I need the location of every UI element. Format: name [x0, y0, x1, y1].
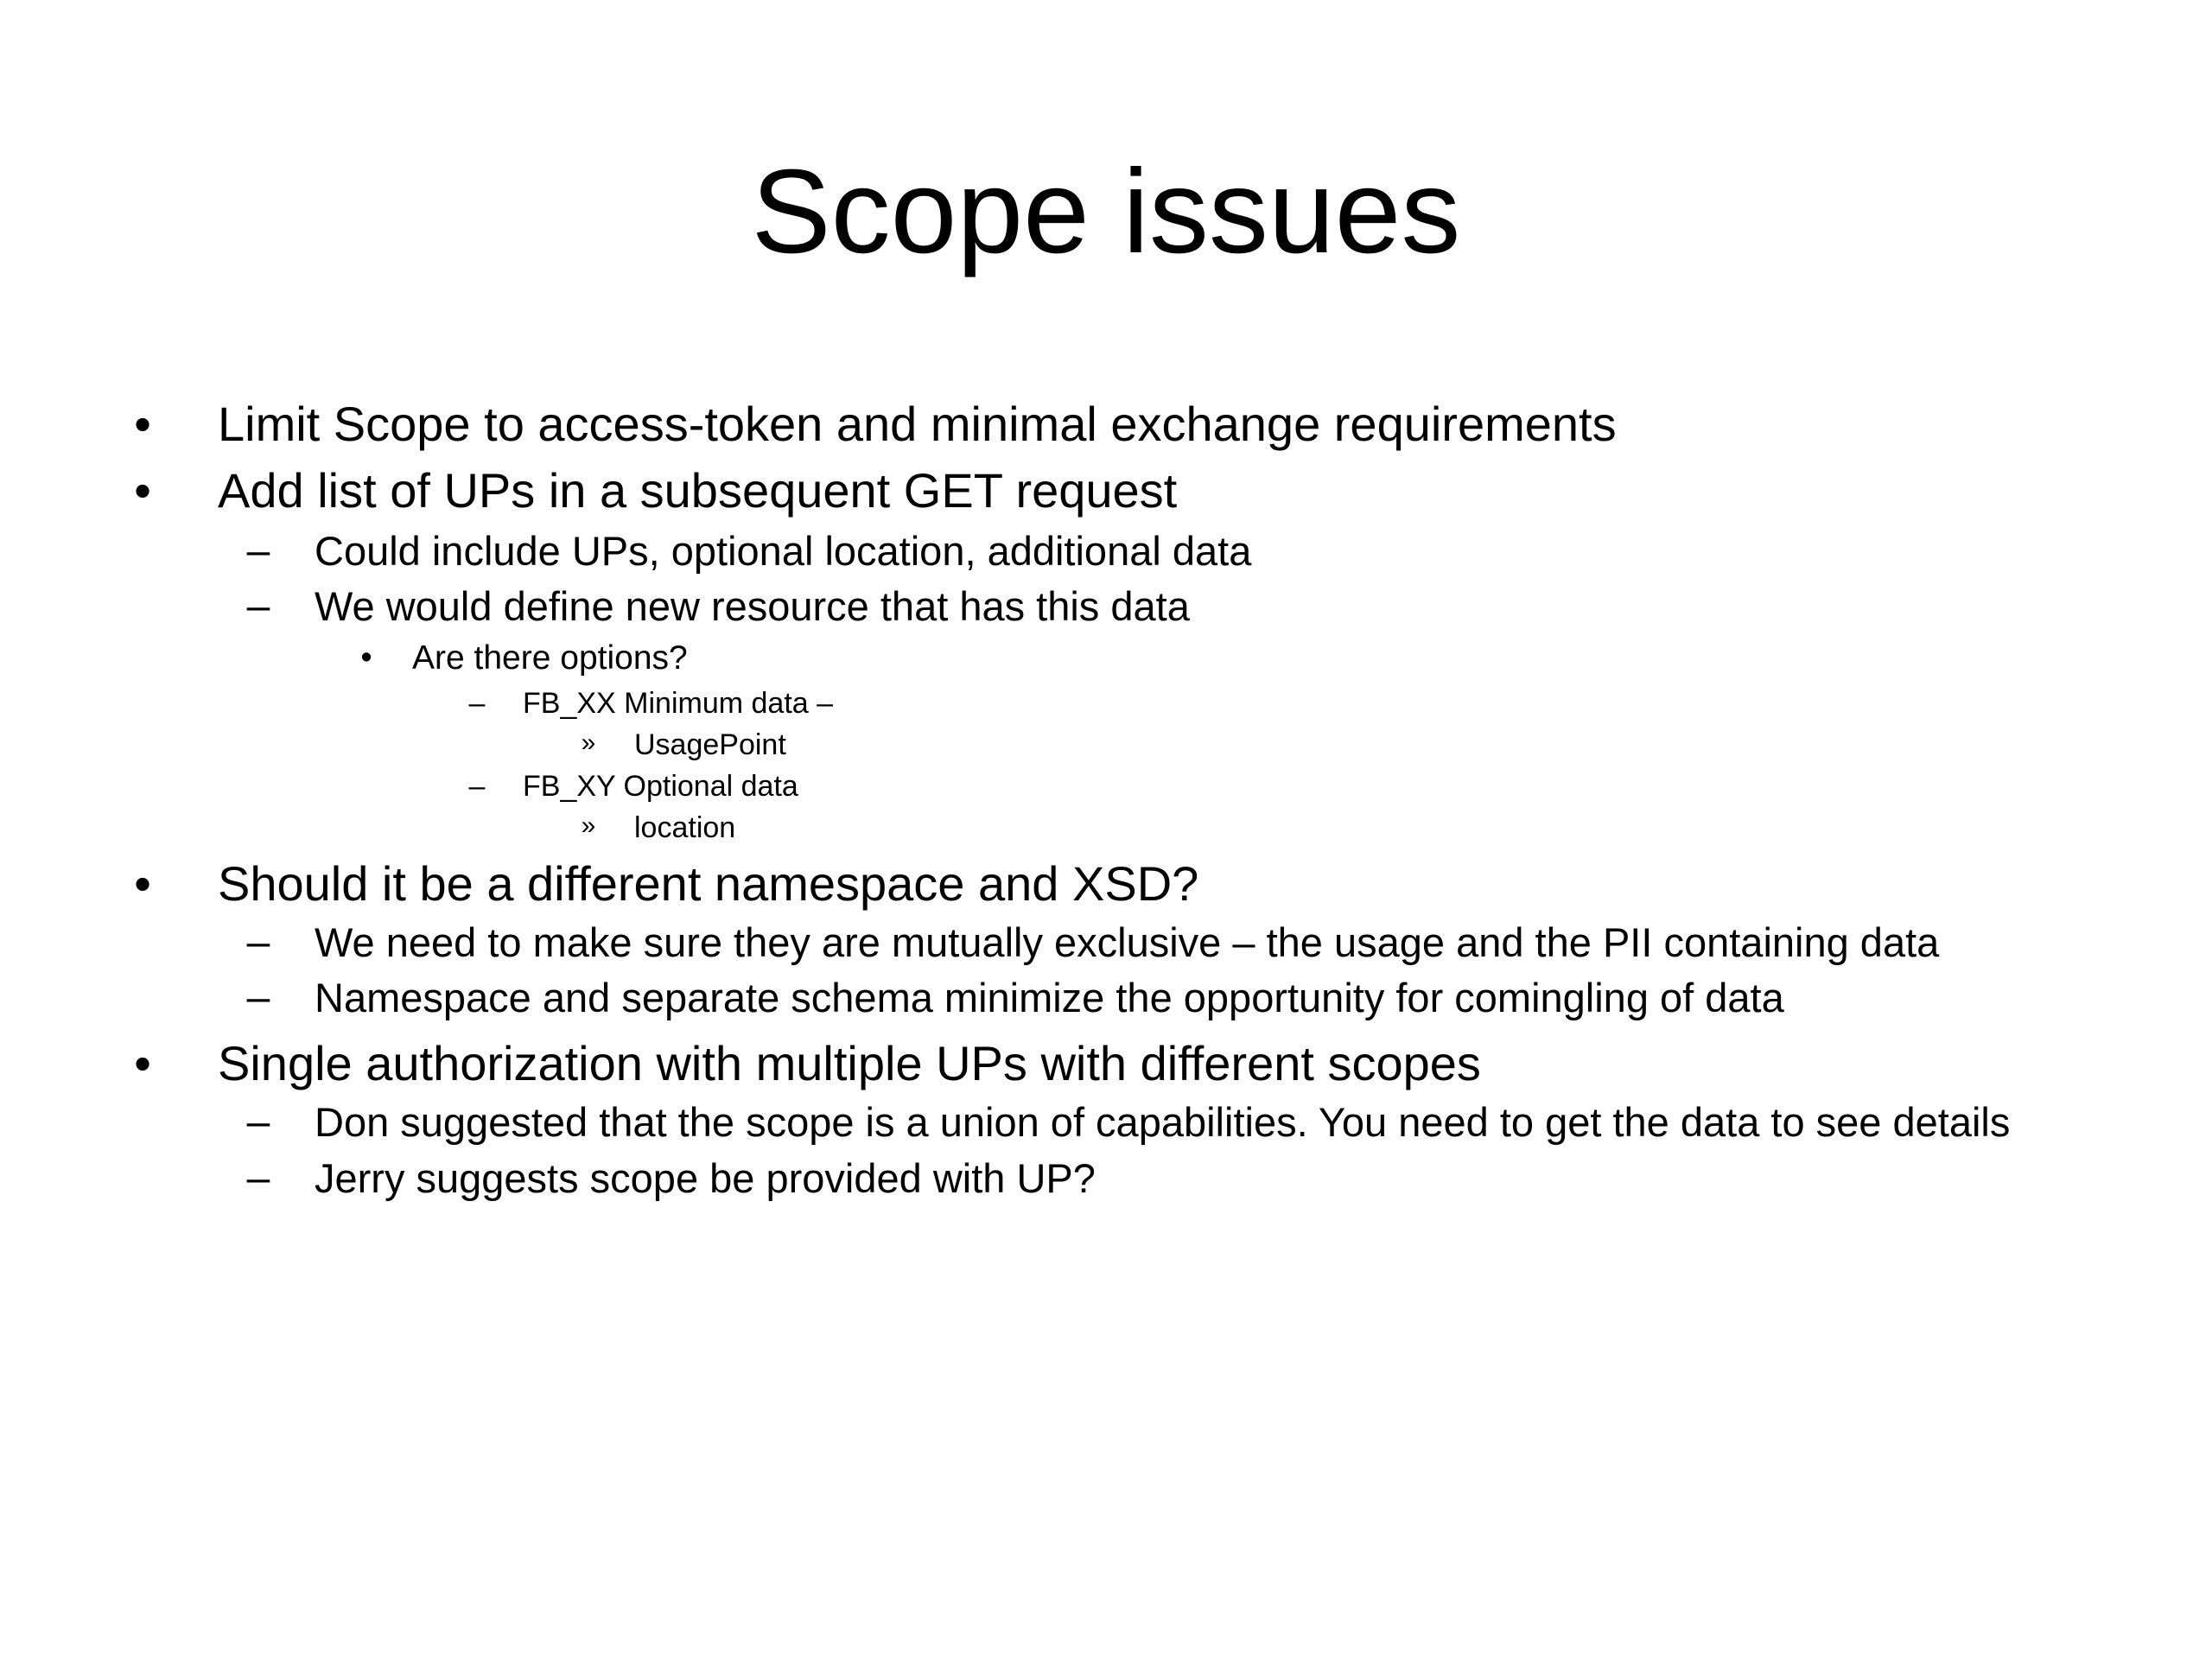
bullet-marker: – — [246, 1155, 270, 1201]
bullet-text: UsagePoint — [634, 728, 786, 761]
bullet-text: Namespace and separate schema minimize the opportunity for comingling of data — [315, 975, 1784, 1020]
bullet-marker: » — [581, 811, 596, 840]
bullet-text: Are there options? — [412, 639, 688, 677]
bullet-marker: » — [581, 728, 596, 757]
bullet-marker: – — [246, 919, 270, 965]
bullet-marker: • — [134, 397, 151, 451]
bullet-text: We would define new resource that has this data — [315, 583, 1190, 629]
bullet-marker: • — [134, 463, 151, 518]
bullet-text: Should it be a different namespace and XSD? — [218, 856, 1199, 911]
bullet-marker: – — [246, 1099, 270, 1145]
bullet-marker: • — [134, 1036, 151, 1090]
bullet-text: Limit Scope to access-token and minimal exchange requirements — [218, 397, 1617, 451]
bullet-marker: • — [134, 856, 151, 911]
bullet-text: location — [634, 811, 736, 844]
bullet-text: Jerry suggests scope be provided with UP? — [315, 1155, 1096, 1201]
bullet-text: Don suggested that the scope is a union of capabilities. You need to get the data to see details — [315, 1099, 2011, 1145]
bullet-text: FB_XY Optional data — [523, 770, 798, 803]
bullet-marker: – — [246, 528, 270, 574]
bullet-marker: – — [468, 770, 486, 803]
bullet-text: FB_XX Minimum data – — [523, 687, 834, 720]
bullet-text: Add list of UPs in a subsequent GET request — [218, 463, 1178, 518]
bullet-marker: – — [246, 975, 270, 1020]
bullet-marker: – — [468, 687, 486, 720]
bullet-text: Single authorization with multiple UPs with different scopes — [218, 1036, 1481, 1090]
bullet-marker: – — [246, 583, 270, 629]
bullet-text: We need to make sure they are mutually exclusive – the usage and the PII containing data — [315, 919, 1940, 965]
slide-title: Scope issues — [751, 145, 1461, 278]
bullet-text: Could include UPs, optional location, additional data — [315, 528, 1252, 574]
bullet-marker: • — [360, 639, 372, 676]
